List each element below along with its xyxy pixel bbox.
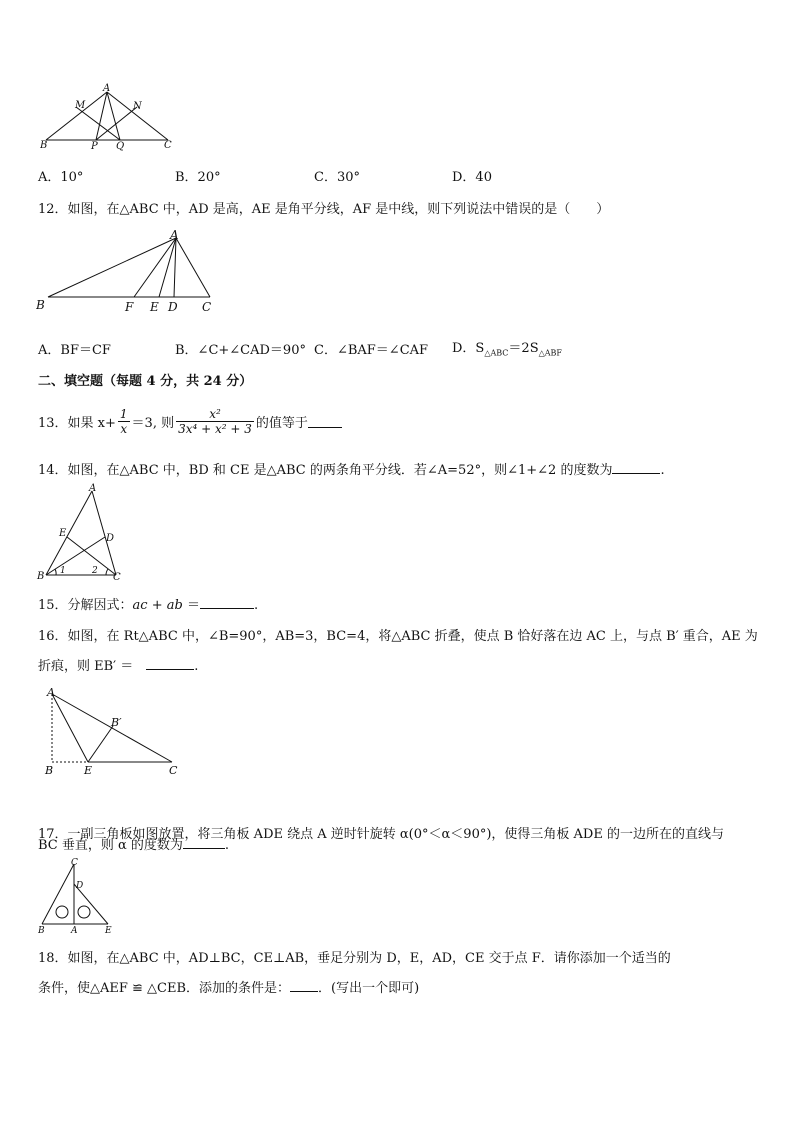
q18-line2: 条件，使△AEF ≌ △CEB．添加的条件是： ．(写出一个即可)	[38, 981, 420, 996]
label-D: D	[168, 300, 178, 314]
label-C: C	[164, 140, 172, 151]
q18-line1: 18．如图，在△ABC 中，AD⊥BC，CE⊥AB，垂足分别为 D，E，AD，CE 交于点 F．请你添加一个适当的	[38, 951, 671, 966]
label-N: N	[133, 101, 142, 112]
q13-question: 13．如果 x+ $\frac{1}{x}$ ＝3, 则 $\frac{\text{x²}}{\text{3x⁴ + x² + 3}}$ 的值等于	[38, 398, 342, 444]
q17-answer-blank[interactable]	[183, 836, 225, 849]
q16-answer-blank[interactable]	[146, 657, 194, 670]
q11-option-c: C．30°	[314, 170, 360, 185]
q14-answer-blank[interactable]	[612, 461, 660, 474]
label-A: A	[71, 926, 78, 934]
label-C: C	[202, 300, 212, 314]
q12-option-a: A．BF＝CF	[38, 343, 111, 358]
label-angle-2: 2	[92, 566, 98, 576]
q11-option-b: B．20°	[175, 170, 221, 185]
label-C: C	[71, 858, 78, 868]
q14-question: 14．如图，在△ABC 中，BD 和 CE 是△ABC 的两条角平分线．若∠A=52°，则∠1+∠2 的度数为 .	[38, 463, 665, 478]
label-M: M	[75, 100, 86, 111]
label-A: A	[103, 83, 111, 94]
q11-option-d: D．40	[452, 170, 492, 185]
figure-q17	[38, 858, 118, 934]
q12-option-d: D．$S_{\triangle ABC}=2S_{\triangle ABF}$	[452, 341, 562, 358]
q12-option-b: B．∠C+∠CAD＝90°	[175, 343, 306, 358]
label-C: C	[169, 764, 178, 777]
label-C: C	[113, 572, 121, 582]
q13-answer-blank[interactable]	[308, 415, 342, 428]
label-B: B	[40, 140, 48, 151]
q15-answer-blank[interactable]	[200, 596, 254, 609]
q17-line1: 17．一副三角板如图放置，将三角板 ADE 绕点 A 逆时针旋转 α(0°＜α＜90°)，使得三角板 ADE 的一边所在的直线与	[38, 827, 724, 842]
figure-q14	[36, 482, 126, 582]
label-B: B	[37, 571, 45, 582]
label-D: D	[106, 533, 115, 544]
q12-option-c: C．∠BAF＝∠CAF	[314, 343, 429, 358]
label-A: A	[89, 483, 97, 494]
q16-line1: 16．如图，在 Rt△ABC 中，∠B=90°，AB=3，BC=4，将△ABC 折叠，使点 B 恰好落在边 AC 上，与点 B′ 重合，AE 为	[38, 629, 758, 644]
label-Bp: B′	[111, 716, 122, 729]
label-E: E	[150, 300, 159, 314]
label-F: F	[125, 300, 134, 314]
q17-line2-visible: BC 垂直，则 α 的度数为 .	[38, 838, 230, 853]
label-A: A	[170, 228, 179, 242]
label-B: B	[38, 926, 45, 934]
label-A: A	[47, 686, 55, 699]
figure-q16	[38, 686, 188, 778]
q18-answer-blank[interactable]	[290, 979, 318, 992]
label-angle-1: 1	[60, 566, 66, 576]
label-E: E	[84, 764, 93, 777]
q15-question: 15．分解因式：ac + ab ＝ .	[38, 598, 259, 613]
section-heading: 二、填空题（每题 4 分，共 24 分）	[38, 374, 253, 389]
label-D: D	[76, 881, 84, 891]
label-B: B	[36, 298, 45, 312]
q12-question: 12．如图，在△ABC 中，AD 是高，AE 是角平分线，AF 是中线，则下列说法中错误的是（ ）	[38, 202, 610, 217]
label-Q: Q	[116, 141, 125, 152]
q11-option-a: A．10°	[38, 170, 84, 185]
figure-q12	[36, 228, 226, 318]
label-B: B	[45, 764, 54, 777]
label-E: E	[105, 926, 112, 934]
figure-q11	[40, 82, 180, 152]
label-E: E	[59, 528, 67, 539]
label-P: P	[91, 141, 98, 152]
q16-line2: 折痕，则 EB′ ＝ .	[38, 659, 199, 674]
